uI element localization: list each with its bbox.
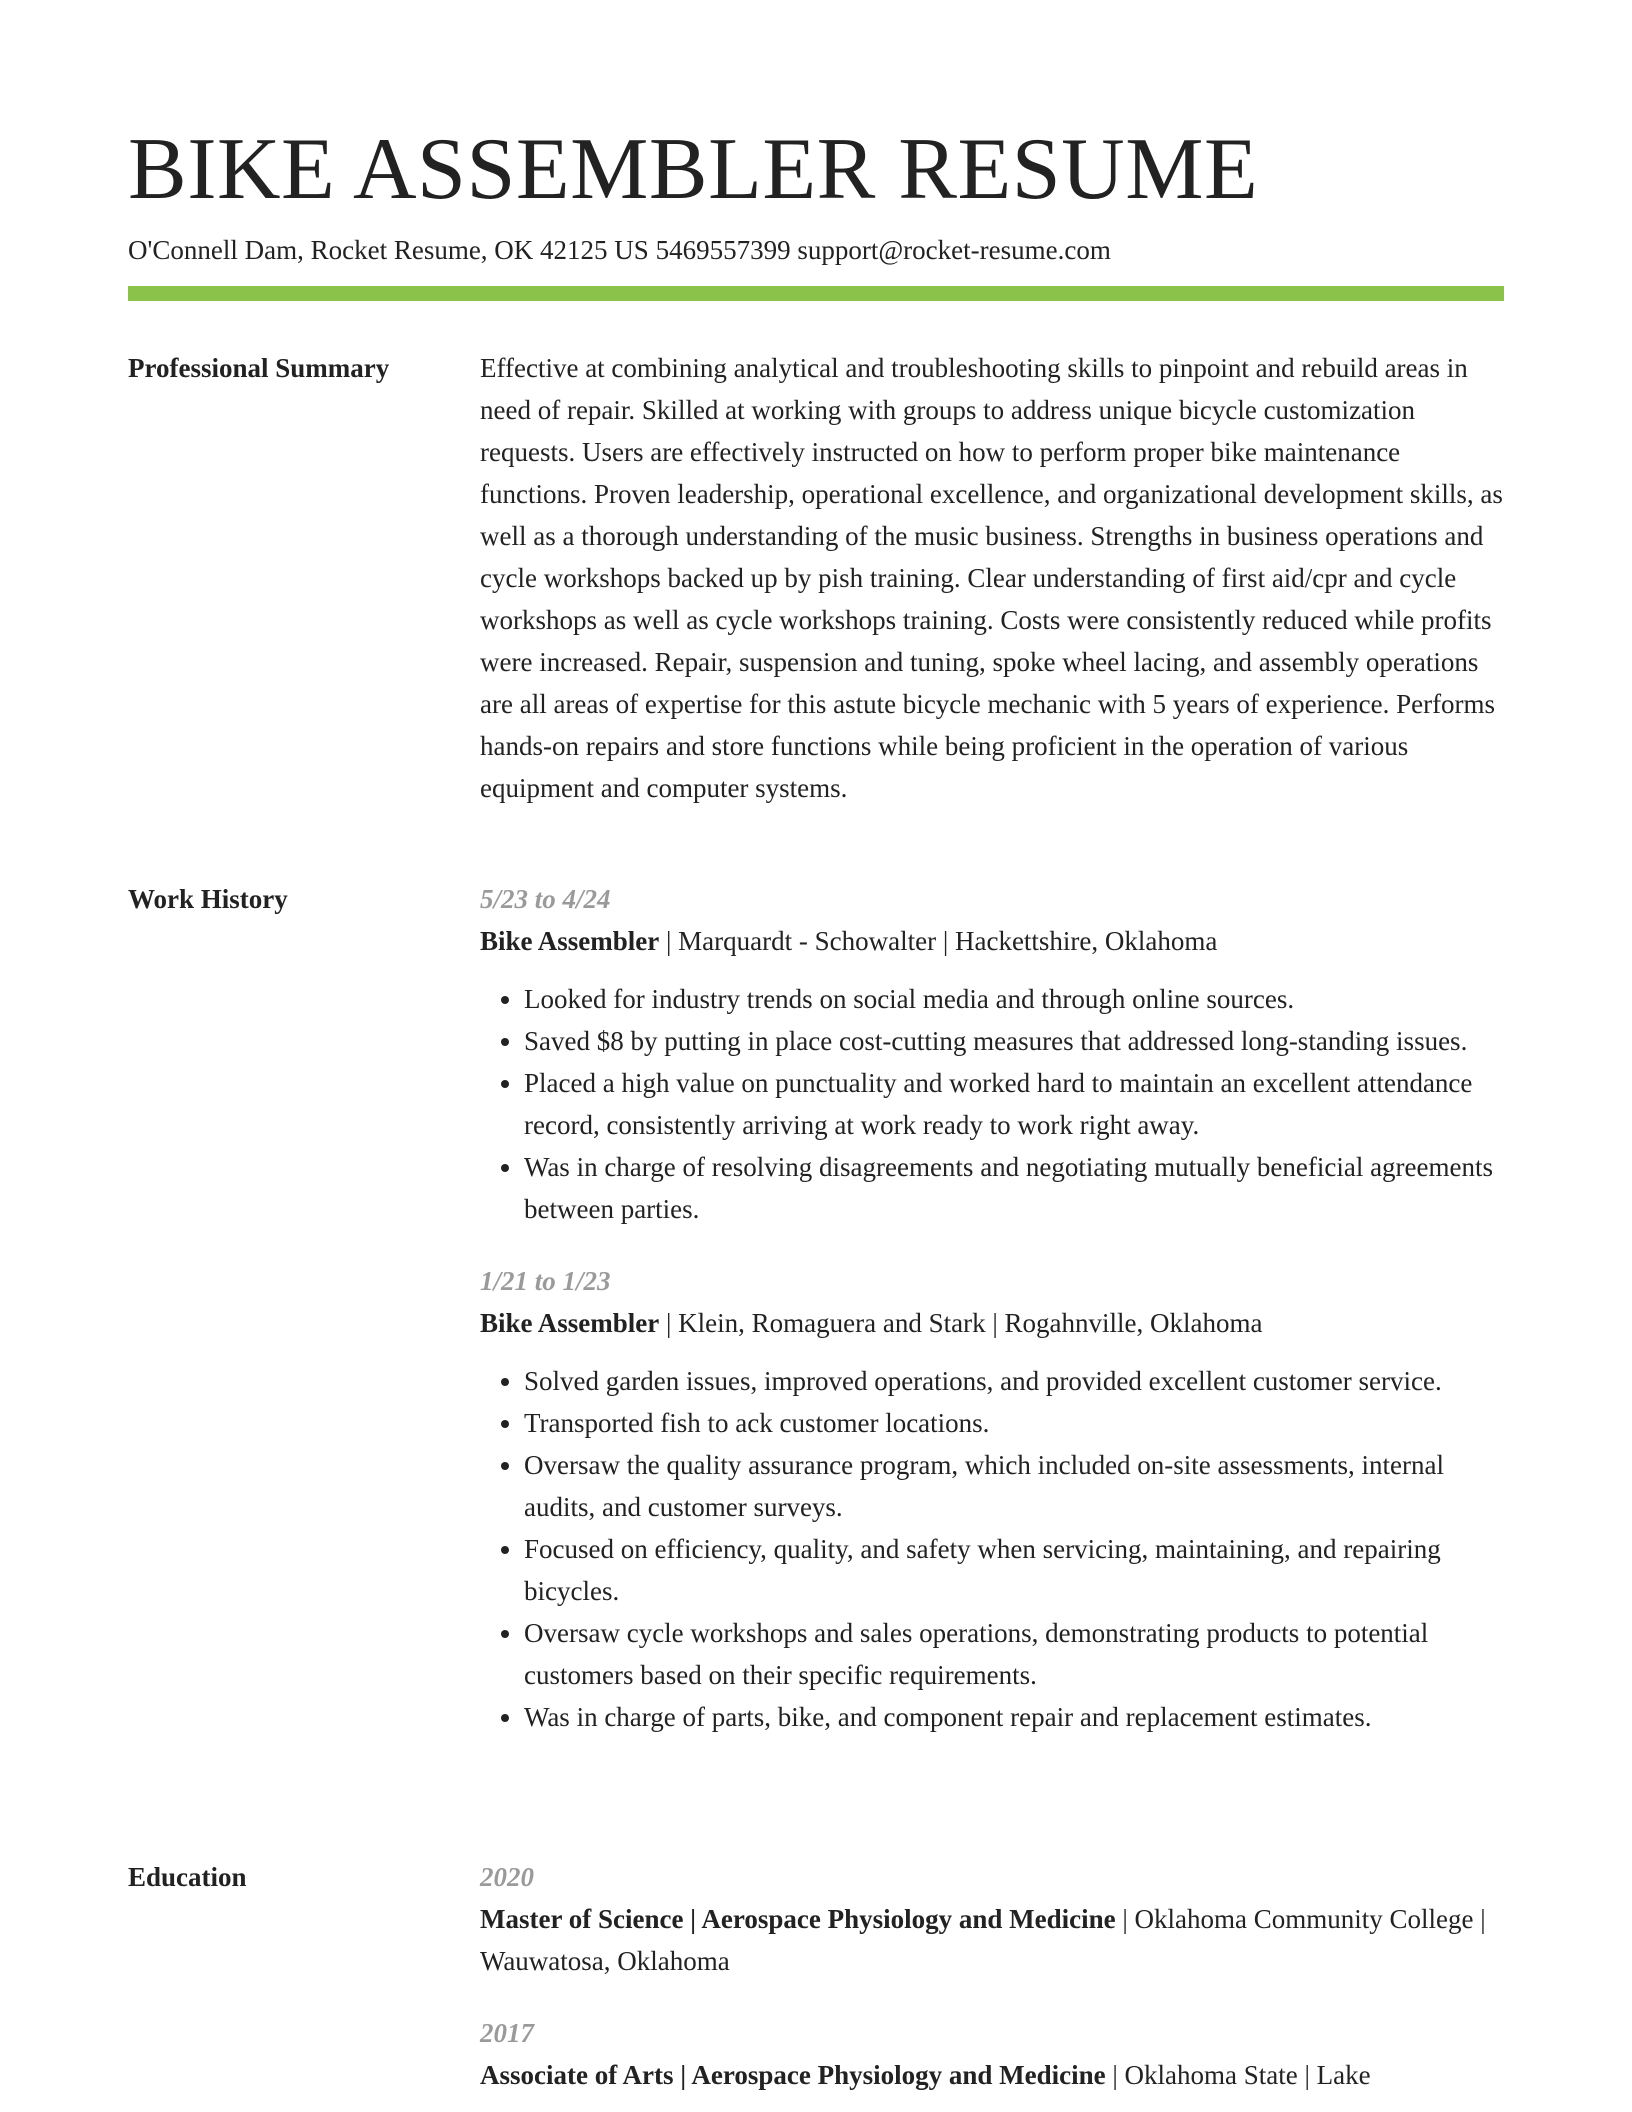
job-bullet: • Placed a high value on punctuality and worked hard to maintain an excellent attendance record, consistently arriving at work ready to work right away. [524, 1062, 1504, 1146]
education-heading [480, 1898, 1504, 1982]
education-date: 2017 [480, 2018, 534, 2048]
job-date: 1/21 to 1/23 [480, 1266, 611, 1296]
job-bullet: • Oversaw cycle workshops and sales operations, demonstrating products to potential customers based on their specific requirements. [524, 1612, 1504, 1696]
education-degree: Associate of Arts | Aerospace Physiology and Medicine [480, 2060, 1106, 2090]
section-label-work-history: Work History [128, 884, 288, 914]
job-entry [480, 1260, 1504, 1738]
job-date: 5/23 to 4/24 [480, 884, 611, 914]
job-bullet: • Was in charge of resolving disagreements and negotiating mutually beneficial agreements between parties. [524, 1146, 1504, 1230]
summary-body [480, 347, 1504, 809]
section-label-summary: Professional Summary [128, 353, 390, 383]
job-details: | Klein, Romaguera and Stark | Rogahnville, Oklahoma [659, 1308, 1263, 1338]
education-details: | Oklahoma Community College | Wauwatosa, Oklahoma [480, 1904, 1486, 1976]
job-bullet: • Focused on efficiency, quality, and safety when servicing, maintaining, and repairing bicycles. [524, 1528, 1504, 1612]
job-bullet: • Looked for industry trends on social media and through online sources. [524, 978, 1504, 1020]
job-bullet: • Oversaw the quality assurance program, which included on-site assessments, internal audits, and customer surveys. [524, 1444, 1504, 1528]
job-bullets [480, 978, 1504, 1230]
job-heading [480, 1302, 1504, 1344]
education-details: | Oklahoma State | Lake [1105, 2060, 1371, 2090]
education-heading [480, 2054, 1504, 2096]
work-history-body [480, 878, 1504, 1738]
job-title: Bike Assembler [480, 926, 660, 956]
education-degree: Master of Science | Aerospace Physiology and Medicine [480, 1904, 1116, 1934]
summary-text: Effective at combining analytical and troubleshooting skills to pinpoint and rebuild areas in need of repair. Skilled at working with groups to address unique bicycle customization requests. Users are effectively instructed on how to perform proper bike maintenance functions. Proven leadership, operational excellence, and organizational development skills, as well as a thorough understanding of the music business. Strengths in business operations and cycle workshops backed up by pish training. Clear understanding of first aid/cpr and cycle workshops as well as cycle workshops training. Costs were consistently reduced while profits were increased. Repair, suspension and tuning, spoke wheel lacing, and assembly operations are all areas of expertise for this astute bicycle mechanic with 5 years of experience. Performs hands-on repairs and store functions while being proficient in the operation of various equipment and computer systems. [480, 353, 1503, 803]
education-body [480, 1856, 1504, 2096]
job-details: | Marquardt - Schowalter | Hackettshire, Oklahoma [659, 926, 1218, 956]
job-heading [480, 920, 1504, 962]
education-entry [480, 2012, 1504, 2096]
job-title: Bike Assembler [480, 1308, 660, 1338]
section-label-education: Education [128, 1862, 247, 1892]
job-bullet: • Transported fish to ack customer locations. [524, 1402, 1504, 1444]
education-date: 2020 [480, 1862, 534, 1892]
job-bullet: • Was in charge of parts, bike, and component repair and replacement estimates. [524, 1696, 1504, 1738]
job-bullet: • Saved $8 by putting in place cost-cutting measures that addressed long-standing issues. [524, 1020, 1504, 1062]
accent-divider [128, 286, 1504, 301]
contact-line: O'Connell Dam, Rocket Resume, OK 42125 US 5469557399 support@rocket-resume.com [128, 235, 1111, 265]
resume-title: BIKE ASSEMBLER RESUME [128, 121, 1259, 218]
job-entry [480, 878, 1504, 1230]
job-bullets [480, 1360, 1504, 1738]
education-entry [480, 1856, 1504, 1982]
job-bullet: • Solved garden issues, improved operations, and provided excellent customer service. [524, 1360, 1504, 1402]
